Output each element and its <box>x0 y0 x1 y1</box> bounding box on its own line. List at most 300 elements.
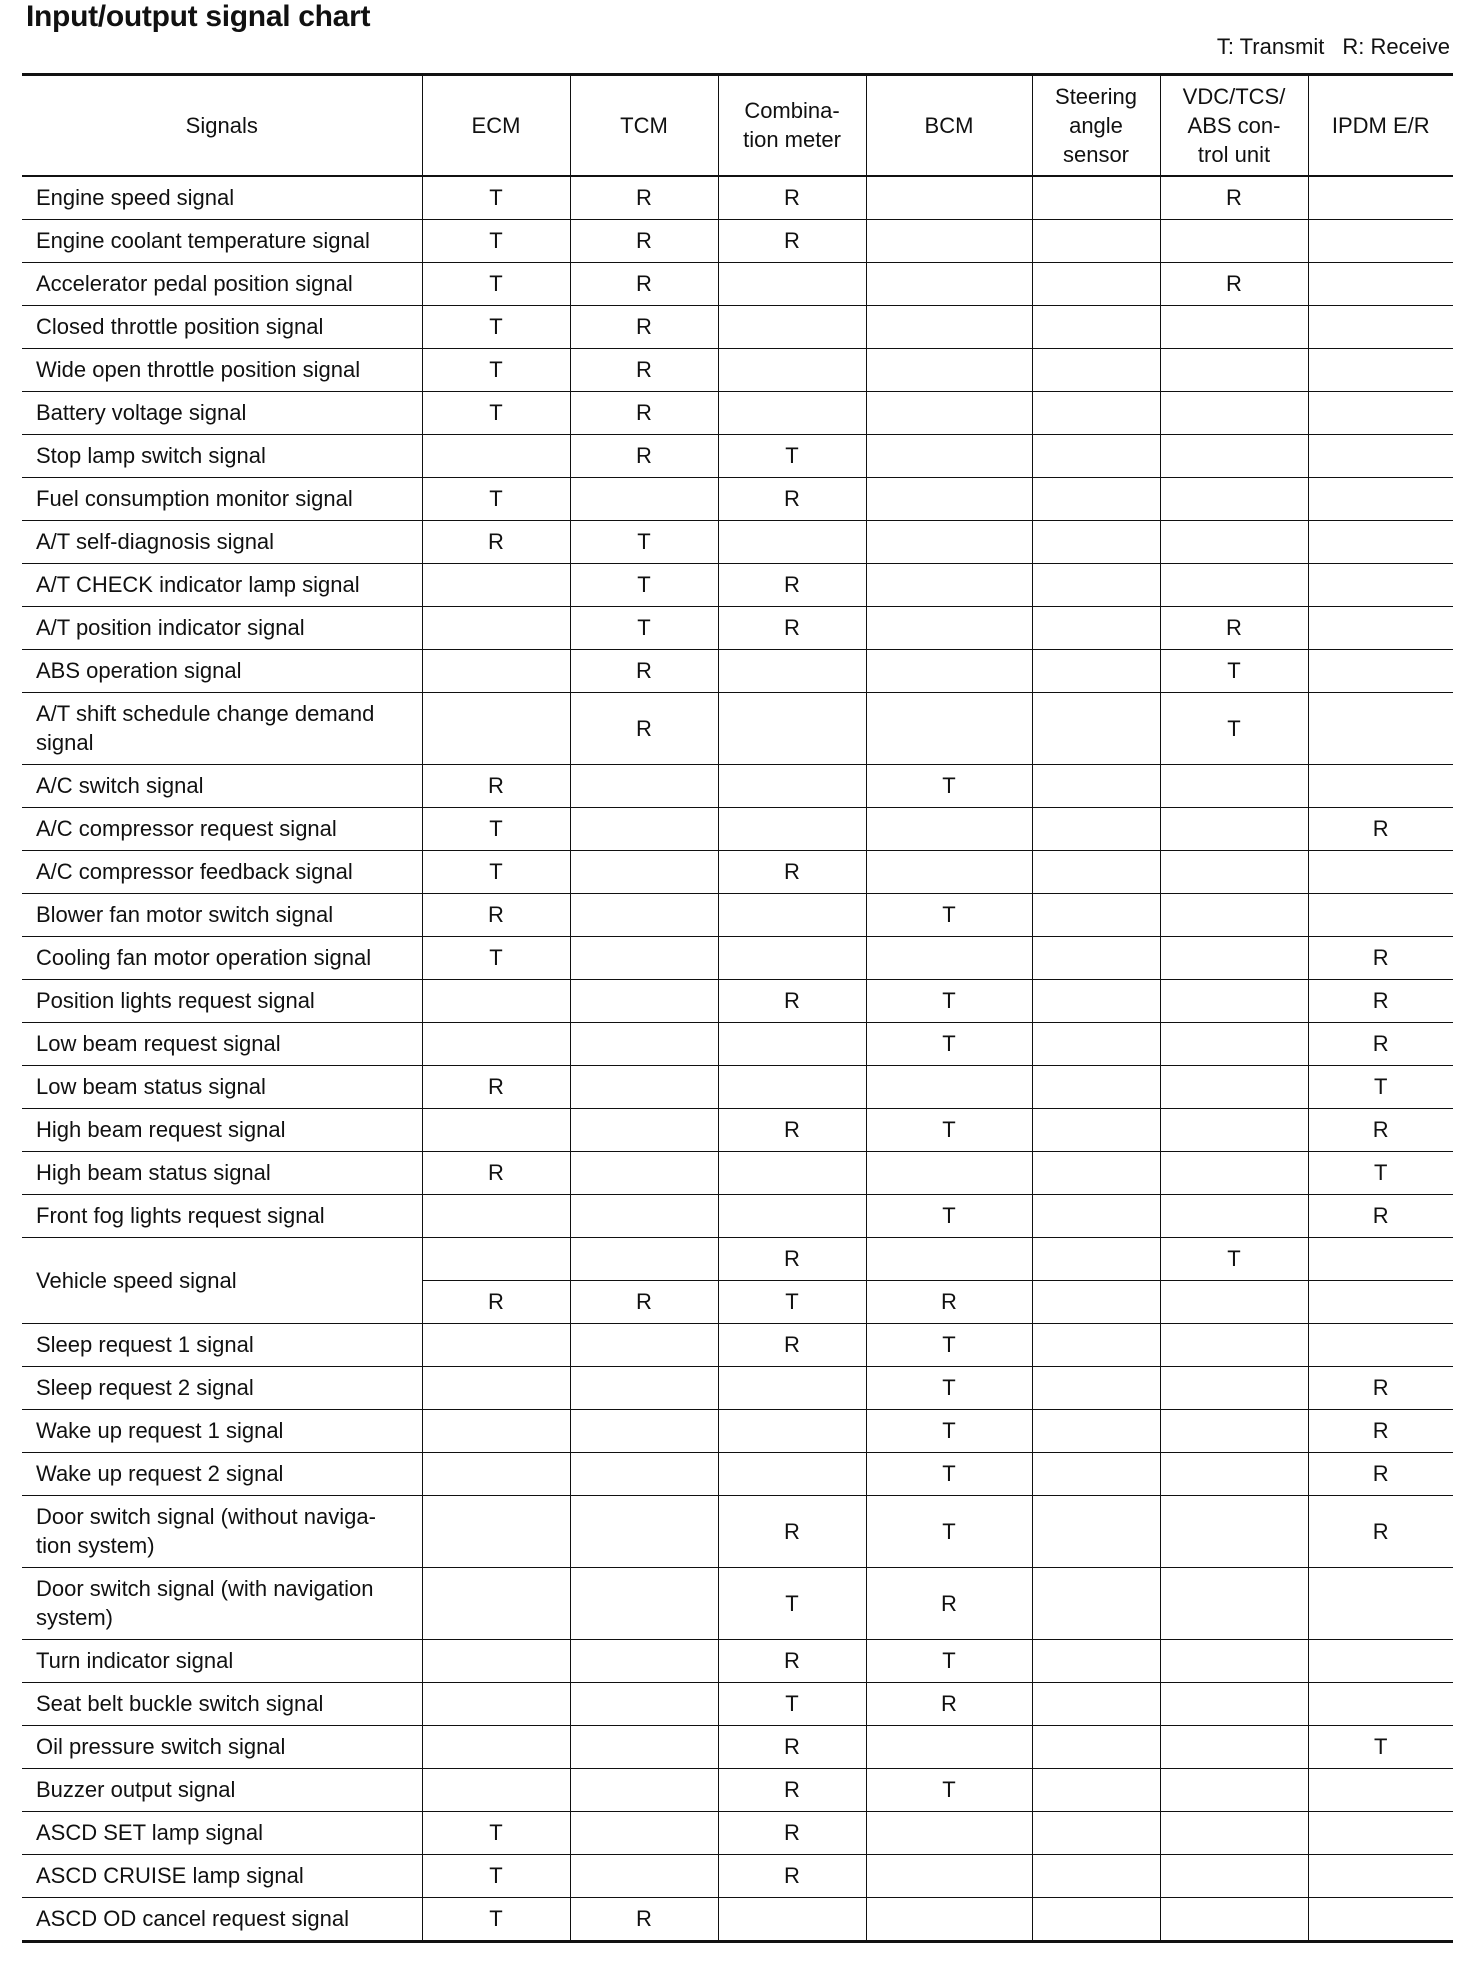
cell-ecm: R <box>422 764 570 807</box>
cell-ecm: R <box>422 893 570 936</box>
signal-name: Oil pressure switch signal <box>22 1725 422 1768</box>
cell-combination-meter <box>718 1897 866 1941</box>
cell-steering-angle-sensor <box>1032 563 1160 606</box>
signal-name: Wake up request 1 signal <box>22 1409 422 1452</box>
cell-vdc-tcs-abs <box>1160 219 1308 262</box>
table-row <box>22 1409 1453 1452</box>
cell-tcm: T <box>570 606 718 649</box>
cell-ecm <box>422 434 570 477</box>
cell-bcm <box>866 305 1032 348</box>
cell-ipdm-er <box>1308 606 1453 649</box>
cell-ipdm-er <box>1308 1854 1453 1897</box>
cell-bcm <box>866 391 1032 434</box>
cell-ecm <box>422 563 570 606</box>
signal-name: ASCD SET lamp signal <box>22 1811 422 1854</box>
cell-combination-meter <box>718 936 866 979</box>
legend-receive: R: Receive <box>1342 34 1450 59</box>
cell-steering-angle-sensor <box>1032 305 1160 348</box>
cell-steering-angle-sensor <box>1032 1639 1160 1682</box>
cell-ecm <box>422 649 570 692</box>
table-row <box>22 1725 1453 1768</box>
cell-ecm: R <box>422 1151 570 1194</box>
signal-name: A/T self-diagnosis signal <box>22 520 422 563</box>
cell-ipdm-er: R <box>1308 979 1453 1022</box>
signal-name: A/C compressor feedback signal <box>22 850 422 893</box>
cell-tcm: R <box>570 1280 718 1323</box>
table-row <box>22 1567 1453 1639</box>
cell-combination-meter <box>718 1022 866 1065</box>
cell-bcm <box>866 563 1032 606</box>
cell-tcm <box>570 1452 718 1495</box>
col-header-bcm: BCM <box>866 75 1032 176</box>
cell-steering-angle-sensor <box>1032 1194 1160 1237</box>
cell-bcm: T <box>866 1768 1032 1811</box>
cell-bcm <box>866 1725 1032 1768</box>
cell-steering-angle-sensor <box>1032 692 1160 764</box>
cell-tcm <box>570 1323 718 1366</box>
cell-combination-meter <box>718 1194 866 1237</box>
col-header-tcm: TCM <box>570 75 718 176</box>
cell-combination-meter: R <box>718 850 866 893</box>
cell-ecm: T <box>422 1854 570 1897</box>
cell-vdc-tcs-abs <box>1160 1682 1308 1725</box>
cell-vdc-tcs-abs: T <box>1160 692 1308 764</box>
cell-ecm <box>422 1237 570 1280</box>
cell-vdc-tcs-abs <box>1160 1725 1308 1768</box>
cell-steering-angle-sensor <box>1032 1237 1160 1280</box>
cell-tcm: R <box>570 176 718 220</box>
cell-tcm: R <box>570 305 718 348</box>
cell-vdc-tcs-abs <box>1160 807 1308 850</box>
cell-ecm <box>422 1323 570 1366</box>
cell-vdc-tcs-abs <box>1160 850 1308 893</box>
col-header-ipdm-er: IPDM E/R <box>1308 75 1453 176</box>
cell-bcm: T <box>866 1022 1032 1065</box>
signal-name: Low beam status signal <box>22 1065 422 1108</box>
cell-bcm: T <box>866 1194 1032 1237</box>
cell-bcm: T <box>866 1323 1032 1366</box>
cell-ecm <box>422 1682 570 1725</box>
table-row <box>22 1108 1453 1151</box>
signal-name: ASCD OD cancel request signal <box>22 1897 422 1941</box>
signal-name: A/C switch signal <box>22 764 422 807</box>
cell-bcm <box>866 1151 1032 1194</box>
cell-ipdm-er: R <box>1308 1409 1453 1452</box>
table-row <box>22 1065 1453 1108</box>
cell-steering-angle-sensor <box>1032 434 1160 477</box>
signal-name: Front fog lights request signal <box>22 1194 422 1237</box>
cell-bcm <box>866 1237 1032 1280</box>
cell-vdc-tcs-abs <box>1160 1323 1308 1366</box>
table-row <box>22 649 1453 692</box>
cell-combination-meter <box>718 1366 866 1409</box>
signal-name: Seat belt buckle switch signal <box>22 1682 422 1725</box>
cell-steering-angle-sensor <box>1032 520 1160 563</box>
cell-combination-meter: R <box>718 563 866 606</box>
cell-ipdm-er: R <box>1308 1495 1453 1567</box>
cell-ipdm-er <box>1308 692 1453 764</box>
cell-combination-meter <box>718 1065 866 1108</box>
cell-steering-angle-sensor <box>1032 1065 1160 1108</box>
signal-name: Vehicle speed signal <box>22 1237 422 1323</box>
cell-ipdm-er <box>1308 850 1453 893</box>
cell-tcm <box>570 1495 718 1567</box>
cell-combination-meter: R <box>718 1108 866 1151</box>
cell-ecm <box>422 1452 570 1495</box>
cell-ecm <box>422 1768 570 1811</box>
cell-ecm: T <box>422 176 570 220</box>
table-row <box>22 692 1453 764</box>
table-row <box>22 1151 1453 1194</box>
cell-steering-angle-sensor <box>1032 936 1160 979</box>
cell-tcm <box>570 850 718 893</box>
cell-combination-meter <box>718 520 866 563</box>
cell-ipdm-er: R <box>1308 807 1453 850</box>
cell-combination-meter: T <box>718 1280 866 1323</box>
cell-tcm <box>570 1022 718 1065</box>
signal-name: Door switch signal (with navigation system) <box>22 1567 422 1639</box>
cell-vdc-tcs-abs <box>1160 764 1308 807</box>
cell-bcm <box>866 1854 1032 1897</box>
table-row <box>22 219 1453 262</box>
cell-combination-meter: R <box>718 477 866 520</box>
cell-tcm <box>570 1854 718 1897</box>
cell-combination-meter: R <box>718 219 866 262</box>
cell-steering-angle-sensor <box>1032 979 1160 1022</box>
cell-steering-angle-sensor <box>1032 764 1160 807</box>
cell-vdc-tcs-abs <box>1160 1065 1308 1108</box>
legend-transmit: T: Transmit <box>1216 34 1325 59</box>
cell-bcm: T <box>866 1366 1032 1409</box>
cell-tcm <box>570 1811 718 1854</box>
cell-ipdm-er <box>1308 1280 1453 1323</box>
cell-tcm <box>570 1108 718 1151</box>
signal-name: ASCD CRUISE lamp signal <box>22 1854 422 1897</box>
table-row <box>22 893 1453 936</box>
cell-ipdm-er: T <box>1308 1065 1453 1108</box>
table-row <box>22 1194 1453 1237</box>
cell-tcm: R <box>570 434 718 477</box>
cell-ipdm-er <box>1308 305 1453 348</box>
cell-vdc-tcs-abs <box>1160 1811 1308 1854</box>
cell-vdc-tcs-abs <box>1160 893 1308 936</box>
signal-name: Sleep request 1 signal <box>22 1323 422 1366</box>
table-row <box>22 936 1453 979</box>
table-row <box>22 348 1453 391</box>
cell-vdc-tcs-abs <box>1160 1409 1308 1452</box>
cell-ecm: R <box>422 1280 570 1323</box>
cell-ipdm-er <box>1308 893 1453 936</box>
cell-combination-meter: R <box>718 1323 866 1366</box>
cell-steering-angle-sensor <box>1032 807 1160 850</box>
cell-vdc-tcs-abs <box>1160 1151 1308 1194</box>
cell-combination-meter <box>718 348 866 391</box>
cell-steering-angle-sensor <box>1032 1452 1160 1495</box>
cell-combination-meter: R <box>718 979 866 1022</box>
cell-tcm <box>570 1639 718 1682</box>
cell-steering-angle-sensor <box>1032 1725 1160 1768</box>
cell-tcm: R <box>570 348 718 391</box>
table-row <box>22 850 1453 893</box>
cell-combination-meter: T <box>718 434 866 477</box>
cell-ecm <box>422 1108 570 1151</box>
cell-tcm: T <box>570 563 718 606</box>
cell-ipdm-er <box>1308 348 1453 391</box>
cell-vdc-tcs-abs <box>1160 979 1308 1022</box>
cell-bcm <box>866 1897 1032 1941</box>
table-row <box>22 176 1453 220</box>
cell-vdc-tcs-abs <box>1160 1567 1308 1639</box>
cell-combination-meter: R <box>718 1768 866 1811</box>
cell-combination-meter: R <box>718 1811 866 1854</box>
cell-tcm <box>570 1409 718 1452</box>
cell-combination-meter <box>718 692 866 764</box>
cell-ecm: T <box>422 219 570 262</box>
cell-steering-angle-sensor <box>1032 1280 1160 1323</box>
cell-ipdm-er <box>1308 1768 1453 1811</box>
cell-tcm: T <box>570 520 718 563</box>
signal-name: Turn indicator signal <box>22 1639 422 1682</box>
cell-combination-meter: R <box>718 1237 866 1280</box>
cell-vdc-tcs-abs <box>1160 1495 1308 1567</box>
cell-steering-angle-sensor <box>1032 1811 1160 1854</box>
cell-combination-meter <box>718 807 866 850</box>
cell-steering-angle-sensor <box>1032 262 1160 305</box>
table-row <box>22 563 1453 606</box>
cell-ipdm-er <box>1308 764 1453 807</box>
cell-bcm <box>866 1811 1032 1854</box>
table-row <box>22 1768 1453 1811</box>
cell-tcm <box>570 477 718 520</box>
table-row <box>22 391 1453 434</box>
cell-tcm <box>570 1151 718 1194</box>
cell-steering-angle-sensor <box>1032 1366 1160 1409</box>
cell-combination-meter: R <box>718 176 866 220</box>
cell-vdc-tcs-abs: R <box>1160 176 1308 220</box>
cell-vdc-tcs-abs <box>1160 1108 1308 1151</box>
cell-ipdm-er <box>1308 520 1453 563</box>
table-row <box>22 1854 1453 1897</box>
cell-ecm: T <box>422 807 570 850</box>
cell-bcm <box>866 606 1032 649</box>
cell-combination-meter <box>718 305 866 348</box>
signal-name: Wide open throttle position signal <box>22 348 422 391</box>
signal-name: Cooling fan motor operation signal <box>22 936 422 979</box>
cell-ipdm-er: R <box>1308 1194 1453 1237</box>
cell-steering-angle-sensor <box>1032 1567 1160 1639</box>
cell-tcm <box>570 1768 718 1811</box>
cell-tcm <box>570 807 718 850</box>
cell-ecm: T <box>422 305 570 348</box>
cell-ecm: T <box>422 262 570 305</box>
page-title: Input/output signal chart <box>26 0 371 33</box>
cell-vdc-tcs-abs <box>1160 520 1308 563</box>
cell-ecm: T <box>422 391 570 434</box>
cell-bcm: T <box>866 1639 1032 1682</box>
cell-combination-meter <box>718 262 866 305</box>
table-row <box>22 520 1453 563</box>
table-row <box>22 1682 1453 1725</box>
cell-steering-angle-sensor <box>1032 391 1160 434</box>
cell-ipdm-er: T <box>1308 1725 1453 1768</box>
cell-steering-angle-sensor <box>1032 1409 1160 1452</box>
table-row <box>22 305 1453 348</box>
cell-combination-meter <box>718 391 866 434</box>
cell-combination-meter: R <box>718 606 866 649</box>
cell-tcm <box>570 1065 718 1108</box>
signal-name: Buzzer output signal <box>22 1768 422 1811</box>
cell-steering-angle-sensor <box>1032 219 1160 262</box>
col-header-signals: Signals <box>22 75 422 176</box>
cell-bcm: T <box>866 1108 1032 1151</box>
cell-tcm: R <box>570 1897 718 1941</box>
cell-tcm <box>570 1366 718 1409</box>
cell-bcm <box>866 348 1032 391</box>
table-row <box>22 1022 1453 1065</box>
cell-ipdm-er <box>1308 477 1453 520</box>
cell-ecm: R <box>422 520 570 563</box>
cell-steering-angle-sensor <box>1032 606 1160 649</box>
cell-ipdm-er <box>1308 262 1453 305</box>
cell-vdc-tcs-abs <box>1160 1768 1308 1811</box>
col-header-ecm: ECM <box>422 75 570 176</box>
cell-ipdm-er <box>1308 434 1453 477</box>
cell-ecm <box>422 1366 570 1409</box>
table-row <box>22 979 1453 1022</box>
cell-bcm <box>866 434 1032 477</box>
cell-ecm <box>422 692 570 764</box>
signal-name: Stop lamp switch signal <box>22 434 422 477</box>
cell-ecm <box>422 1639 570 1682</box>
cell-bcm: T <box>866 1495 1032 1567</box>
cell-vdc-tcs-abs <box>1160 434 1308 477</box>
cell-bcm: R <box>866 1567 1032 1639</box>
cell-tcm <box>570 764 718 807</box>
table-row <box>22 1811 1453 1854</box>
table-row <box>22 1237 1453 1280</box>
cell-ecm <box>422 1409 570 1452</box>
cell-vdc-tcs-abs <box>1160 348 1308 391</box>
cell-ecm: T <box>422 477 570 520</box>
cell-vdc-tcs-abs: T <box>1160 1237 1308 1280</box>
cell-vdc-tcs-abs <box>1160 936 1308 979</box>
cell-ipdm-er <box>1308 1237 1453 1280</box>
cell-bcm <box>866 219 1032 262</box>
cell-vdc-tcs-abs <box>1160 1194 1308 1237</box>
signal-name: Closed throttle position signal <box>22 305 422 348</box>
signal-chart-table <box>22 73 1453 1943</box>
col-header-combination-meter: Combina- tion meter <box>718 75 866 176</box>
cell-ipdm-er <box>1308 391 1453 434</box>
cell-combination-meter: R <box>718 1725 866 1768</box>
signal-name: ABS operation signal <box>22 649 422 692</box>
signal-name: High beam status signal <box>22 1151 422 1194</box>
cell-combination-meter <box>718 893 866 936</box>
cell-combination-meter <box>718 1452 866 1495</box>
signal-name: A/C compressor request signal <box>22 807 422 850</box>
cell-ecm: T <box>422 850 570 893</box>
cell-steering-angle-sensor <box>1032 1897 1160 1941</box>
cell-steering-angle-sensor <box>1032 477 1160 520</box>
cell-bcm: R <box>866 1682 1032 1725</box>
cell-vdc-tcs-abs <box>1160 1280 1308 1323</box>
cell-tcm <box>570 1682 718 1725</box>
cell-bcm: R <box>866 1280 1032 1323</box>
cell-ecm: T <box>422 348 570 391</box>
cell-bcm: T <box>866 893 1032 936</box>
cell-combination-meter: T <box>718 1567 866 1639</box>
cell-steering-angle-sensor <box>1032 1854 1160 1897</box>
cell-bcm: T <box>866 1452 1032 1495</box>
table-row <box>22 1323 1453 1366</box>
cell-bcm <box>866 692 1032 764</box>
signal-name: A/T shift schedule change demand signal <box>22 692 422 764</box>
signal-name: Low beam request signal <box>22 1022 422 1065</box>
cell-steering-angle-sensor <box>1032 1768 1160 1811</box>
cell-ipdm-er: R <box>1308 1108 1453 1151</box>
header-row <box>22 75 1453 176</box>
cell-vdc-tcs-abs <box>1160 1452 1308 1495</box>
table-row <box>22 262 1453 305</box>
cell-vdc-tcs-abs: R <box>1160 606 1308 649</box>
cell-steering-angle-sensor <box>1032 1151 1160 1194</box>
col-header-vdc-tcs-abs: VDC/TCS/ ABS con- trol unit <box>1160 75 1308 176</box>
table-row <box>22 477 1453 520</box>
cell-steering-angle-sensor <box>1032 1682 1160 1725</box>
cell-steering-angle-sensor <box>1032 348 1160 391</box>
cell-ipdm-er <box>1308 1897 1453 1941</box>
cell-vdc-tcs-abs <box>1160 1366 1308 1409</box>
cell-bcm: T <box>866 1409 1032 1452</box>
table-row <box>22 764 1453 807</box>
cell-bcm <box>866 649 1032 692</box>
cell-ipdm-er <box>1308 1811 1453 1854</box>
cell-bcm <box>866 1065 1032 1108</box>
cell-steering-angle-sensor <box>1032 649 1160 692</box>
cell-combination-meter <box>718 649 866 692</box>
cell-steering-angle-sensor <box>1032 176 1160 220</box>
cell-vdc-tcs-abs <box>1160 305 1308 348</box>
signal-name: Engine speed signal <box>22 176 422 220</box>
cell-ipdm-er: R <box>1308 1022 1453 1065</box>
table-row <box>22 434 1453 477</box>
cell-tcm <box>570 893 718 936</box>
cell-ecm: T <box>422 1897 570 1941</box>
cell-ecm <box>422 1495 570 1567</box>
col-header-steering-angle-sensor: Steering angle sensor <box>1032 75 1160 176</box>
cell-steering-angle-sensor <box>1032 893 1160 936</box>
cell-ecm <box>422 606 570 649</box>
cell-vdc-tcs-abs <box>1160 563 1308 606</box>
cell-ecm <box>422 1567 570 1639</box>
signal-name: Fuel consumption monitor signal <box>22 477 422 520</box>
cell-bcm <box>866 520 1032 563</box>
table-row <box>22 1495 1453 1567</box>
signal-name: Blower fan motor switch signal <box>22 893 422 936</box>
cell-bcm: T <box>866 979 1032 1022</box>
cell-ecm: T <box>422 936 570 979</box>
cell-steering-angle-sensor <box>1032 1495 1160 1567</box>
cell-vdc-tcs-abs <box>1160 1854 1308 1897</box>
cell-ecm <box>422 1022 570 1065</box>
cell-vdc-tcs-abs <box>1160 1639 1308 1682</box>
legend <box>1199 34 1450 60</box>
cell-bcm <box>866 936 1032 979</box>
cell-bcm <box>866 176 1032 220</box>
cell-ecm: T <box>422 1811 570 1854</box>
cell-tcm <box>570 1725 718 1768</box>
cell-steering-angle-sensor <box>1032 1022 1160 1065</box>
